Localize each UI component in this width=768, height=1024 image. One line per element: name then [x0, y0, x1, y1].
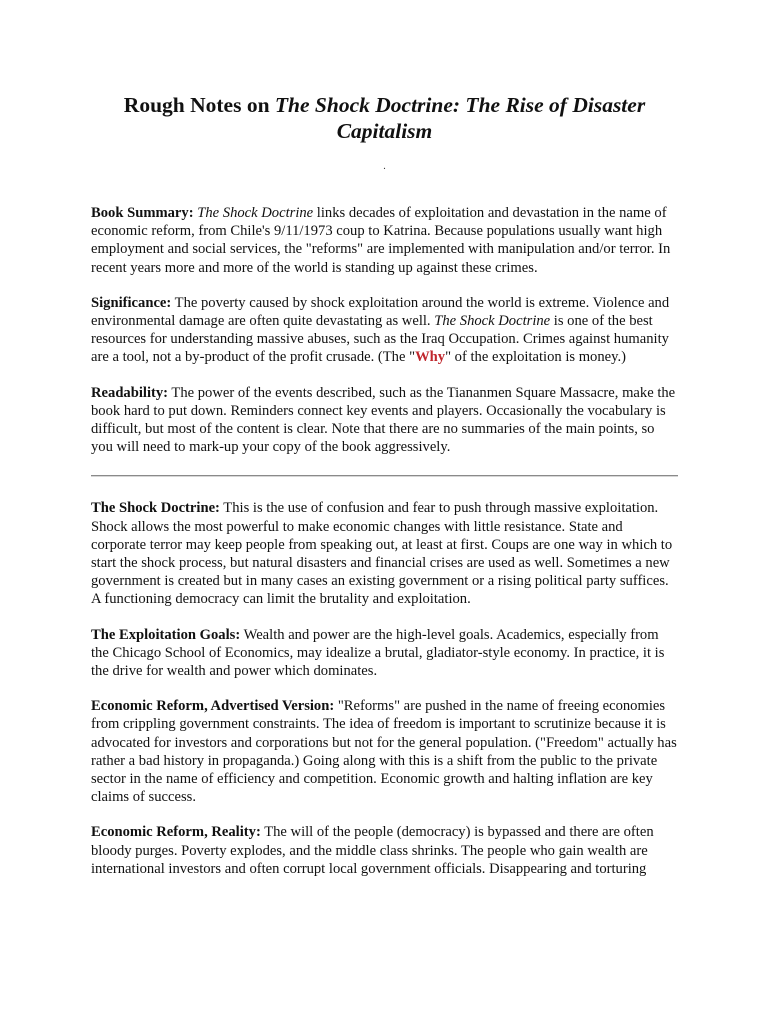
reform-advertised-paragraph	[91, 697, 678, 806]
reform-advertised-label: Economic Reform, Advertised Version:	[91, 698, 335, 715]
readability-text: The power of the events described, such as the Tiananmen Square Massacre, make the book hard to put down. Reminders connect key events and players. Occasionally the vocabulary is difficult, but most of the content is clear. Note that there are no summaries of the main points, so you will need to mark-up your copy of the book aggressively.	[91, 384, 676, 456]
separator-dot: .	[383, 161, 386, 172]
reform-advertised-text: "Reforms" are pushed in the name of freeing economies from crippling government constraints. The idea of freedom is important to scrutinize because it is advocated for investors and corporations but not for the general population. ("Freedom" actually has rather a bad history in propaganda.) Going along with this is a shift from the public to the private sector in the name of efficiency and competition. Economic growth and halting inflation are key claims of success.	[91, 698, 677, 806]
significance-label: Significance:	[91, 294, 172, 311]
why-highlight: Why	[415, 349, 446, 366]
significance-text-2: is one of the best resources for understanding massive abuses, such as the Iraq Occupation. Crimes against humanity are a tool, not a by-product of the profit crusade. (The "	[91, 313, 669, 366]
significance-text-3: " of the exploitation is money.)	[445, 349, 626, 366]
significance-title: The Shock Doctrine	[434, 313, 551, 330]
significance-text-1: The poverty caused by shock exploitation around the world is extreme. Violence and environmental damage are often quite devastating as well.	[91, 294, 670, 330]
reform-reality-paragraph	[91, 823, 678, 878]
title-book-name: The Shock Doctrine: The Rise of Disaster Capitalism	[274, 93, 646, 143]
book-summary-paragraph	[91, 204, 678, 277]
book-summary-text: links decades of exploitation and devastation in the name of economic reform, from Chile's 9/11/1973 coup to Katrina. Because populations usually want high employment and social services, the "reforms" are implemented with manipulation and/or terror. In recent years more and more of the world is standing up against these crimes.	[91, 205, 671, 276]
section-divider	[91, 475, 678, 477]
book-summary-title: The Shock Doctrine	[197, 205, 314, 221]
significance-paragraph	[91, 294, 678, 367]
reform-reality-text: The will of the people (democracy) is bypassed and there are often bloody purges. Poverty explodes, and the middle class shrinks. The people who gain wealth are international investors and often corrupt local government officials. Disappearing and torturing	[91, 824, 654, 877]
readability-paragraph	[91, 384, 678, 457]
shock-doctrine-paragraph	[91, 499, 678, 608]
document-title	[91, 92, 678, 144]
shock-doctrine-text: This is the use of confusion and fear to push through massive exploitation. Shock allows the most powerful to make economic changes with little resistance. State and corporate terror may keep people from speaking out, at least at first. Coups are one way in which to start the shock process, but natural disasters and financial crises are used as well. Sometimes a new government is created but in many cases an existing government or a rising political party suffices. A functioning democracy can limit the brutality and exploitation.	[91, 500, 673, 608]
book-summary-label: Book Summary:	[91, 205, 194, 221]
exploitation-goals-label: The Exploitation Goals:	[91, 626, 241, 643]
exploitation-goals-paragraph	[91, 626, 678, 681]
readability-label: Readability:	[91, 384, 169, 401]
reform-reality-label: Economic Reform, Reality:	[91, 824, 261, 841]
shock-doctrine-label: The Shock Doctrine:	[91, 500, 220, 517]
exploitation-goals-text: Wealth and power are the high-level goals. Academics, especially from the Chicago School of Economics, may idealize a brutal, gladiator-style economy. In practice, it is the drive for wealth and power which dominates.	[91, 626, 665, 680]
title-prefix: Rough Notes on	[123, 93, 275, 117]
